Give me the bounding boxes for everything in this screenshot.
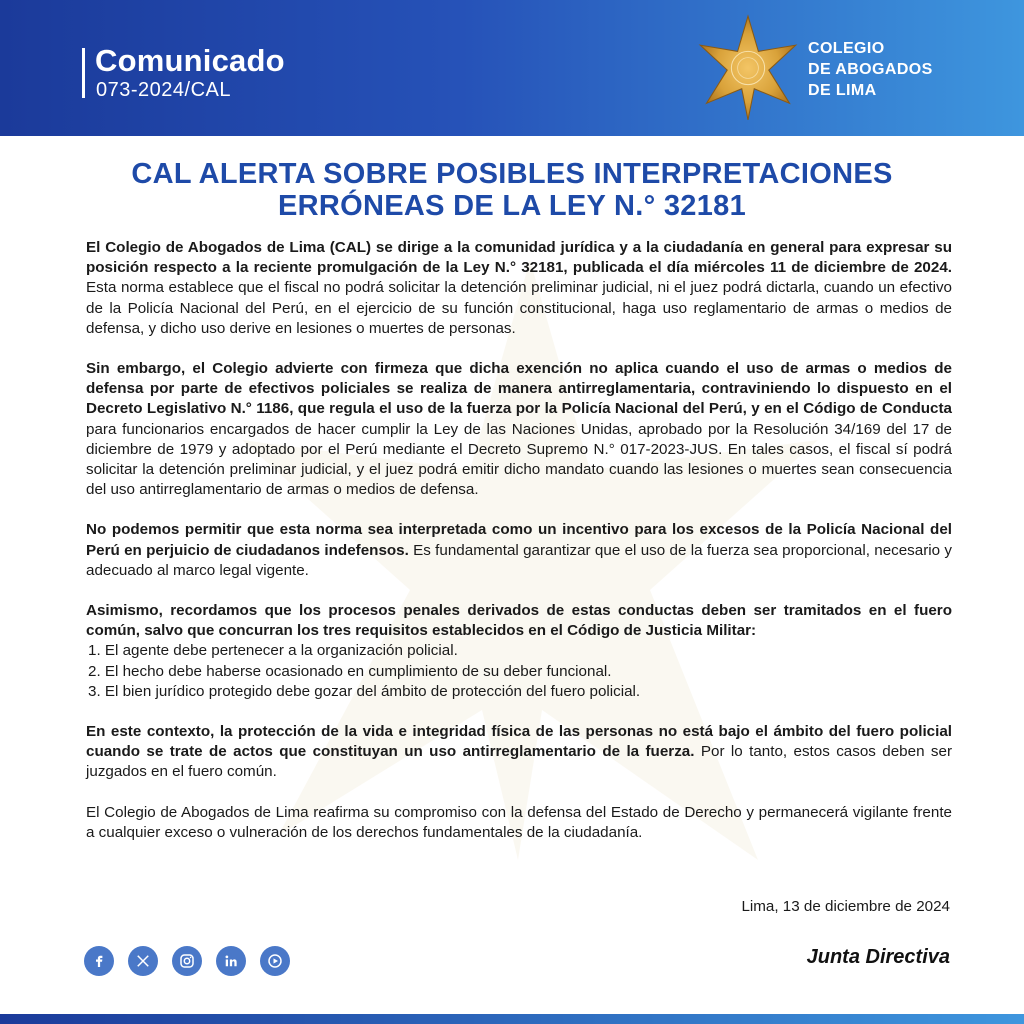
header-divider	[82, 48, 85, 98]
paragraph-1-text: Esta norma establece que el fiscal no podrá solicitar la detención preliminar judicial, ni el juez podrá dictarla, cuando un efectivo de la Policía Nacional del Perú, en el ejercicio de su función constitucional, haga uso reglamentario de armas o medios de defensa, y dicho uso derive en lesiones o muertes de personas.	[86, 279, 952, 337]
header-banner	[0, 0, 1024, 136]
paragraph-3-bold: No podemos permitir que esta norma sea interpretada como un incentivo para los excesos de la Policía Nacional del Perú en perjuicio de ciudadanos indefensos.	[86, 521, 952, 559]
paragraph-3	[86, 520, 952, 581]
title-line-1: CAL ALERTA SOBRE POSIBLES INTERPRETACIONES	[131, 158, 893, 190]
paragraph-5-bold: En este contexto, la protección de la vida e integridad física de las personas no está bajo el ámbito del fuero policial cuando se trate de actos que constituyan un uso antirreglamentario de la fuerza.	[86, 723, 952, 761]
list-item: 1. El agente debe pertenecer a la organización policial.	[88, 642, 458, 660]
paragraph-4-bold: Asimismo, recordamos que los procesos penales derivados de estas conductas deben ser tramitados en el fuero común, salvo que concurran los tres requisitos establecidos en el Código de Justicia Militar:	[86, 602, 952, 640]
paragraph-5	[86, 722, 952, 783]
paragraph-6: El Colegio de Abogados de Lima reafirma su compromiso con la defensa del Estado de Derecho y permanecerá vigilante frente a cualquier exceso o vulneración de los derechos fundamentales de la ciudadanía.	[86, 803, 952, 841]
paragraph-5-text: Por lo tanto, estos casos deben ser juzgados en el fuero común.	[86, 743, 953, 781]
paragraph-2-text: para funcionarios encargados de hacer cumplir la Ley de las Naciones Unidas, aprobado por la Resolución 34/169 del 17 de diciembre de 1979 y adoptado por el Perú mediante el Decreto Supremo N.° 017-2023-JUS. En tales casos, el fiscal sí podrá solicitar la detención preliminar judicial, y el juez podrá emitir dicho mandato cuando las lesiones o muertes sean consecuencia del uso antirreglamentario de armas o medios de defensa.	[86, 420, 952, 499]
paragraph-2	[86, 359, 952, 500]
org-line-1: COLEGIO	[808, 40, 885, 57]
paragraph-2-bold: Sin embargo, el Colegio advierte con firmeza que dicha exención no aplica cuando el uso de armas o medios de defensa por parte de efectivos policiales se realiza de manera antirreglamentaria, contraviniendo lo dispuesto en el Decreto Legislativo N.° 1186, que regula el uso de la fuerza por la Policía Nacional del Perú, y en el Código de Conducta	[86, 360, 952, 418]
paragraph-1	[86, 238, 952, 339]
x-icon[interactable]	[128, 946, 158, 976]
youtube-icon[interactable]	[260, 946, 290, 976]
paragraph-1-bold: El Colegio de Abogados de Lima (CAL) se dirige a la comunidad jurídica y a la ciudadanía en general para expresar su posición respecto a la reciente promulgación de la Ley N.° 32181, publicada el día miércoles 11 de diciembre de 2024.	[86, 239, 952, 277]
communique-number: 073-2024/CAL	[96, 79, 231, 101]
org-line-2: DE ABOGADOS	[808, 61, 933, 78]
social-links	[84, 946, 290, 976]
page-title	[60, 158, 964, 222]
requirements-list	[86, 641, 952, 702]
organization-name	[808, 38, 933, 101]
list-item: 2. El hecho debe haberse ocasionado en cumplimiento de su deber funcional.	[88, 662, 612, 680]
footer-bar	[0, 1014, 1024, 1024]
star-logo-icon	[696, 14, 800, 122]
paragraph-4	[86, 601, 952, 641]
paragraph-3-text: Es fundamental garantizar que el uso de la fuerza sea proporcional, necesario y adecuado al marco legal vigente.	[86, 541, 953, 579]
list-item: 3. El bien jurídico protegido debe gozar del ámbito de protección del fuero policial.	[88, 682, 641, 700]
signature: Junta Directiva	[806, 946, 950, 968]
facebook-icon[interactable]	[84, 946, 114, 976]
instagram-icon[interactable]	[172, 946, 202, 976]
communique-body	[86, 238, 952, 863]
title-line-2: ERRÓNEAS DE LA LEY N.° 32181	[277, 190, 747, 222]
linkedin-icon[interactable]	[216, 946, 246, 976]
date-line: Lima, 13 de diciembre de 2024	[741, 898, 950, 915]
org-line-3: DE LIMA	[808, 82, 877, 99]
communique-title: Comunicado	[95, 43, 285, 78]
